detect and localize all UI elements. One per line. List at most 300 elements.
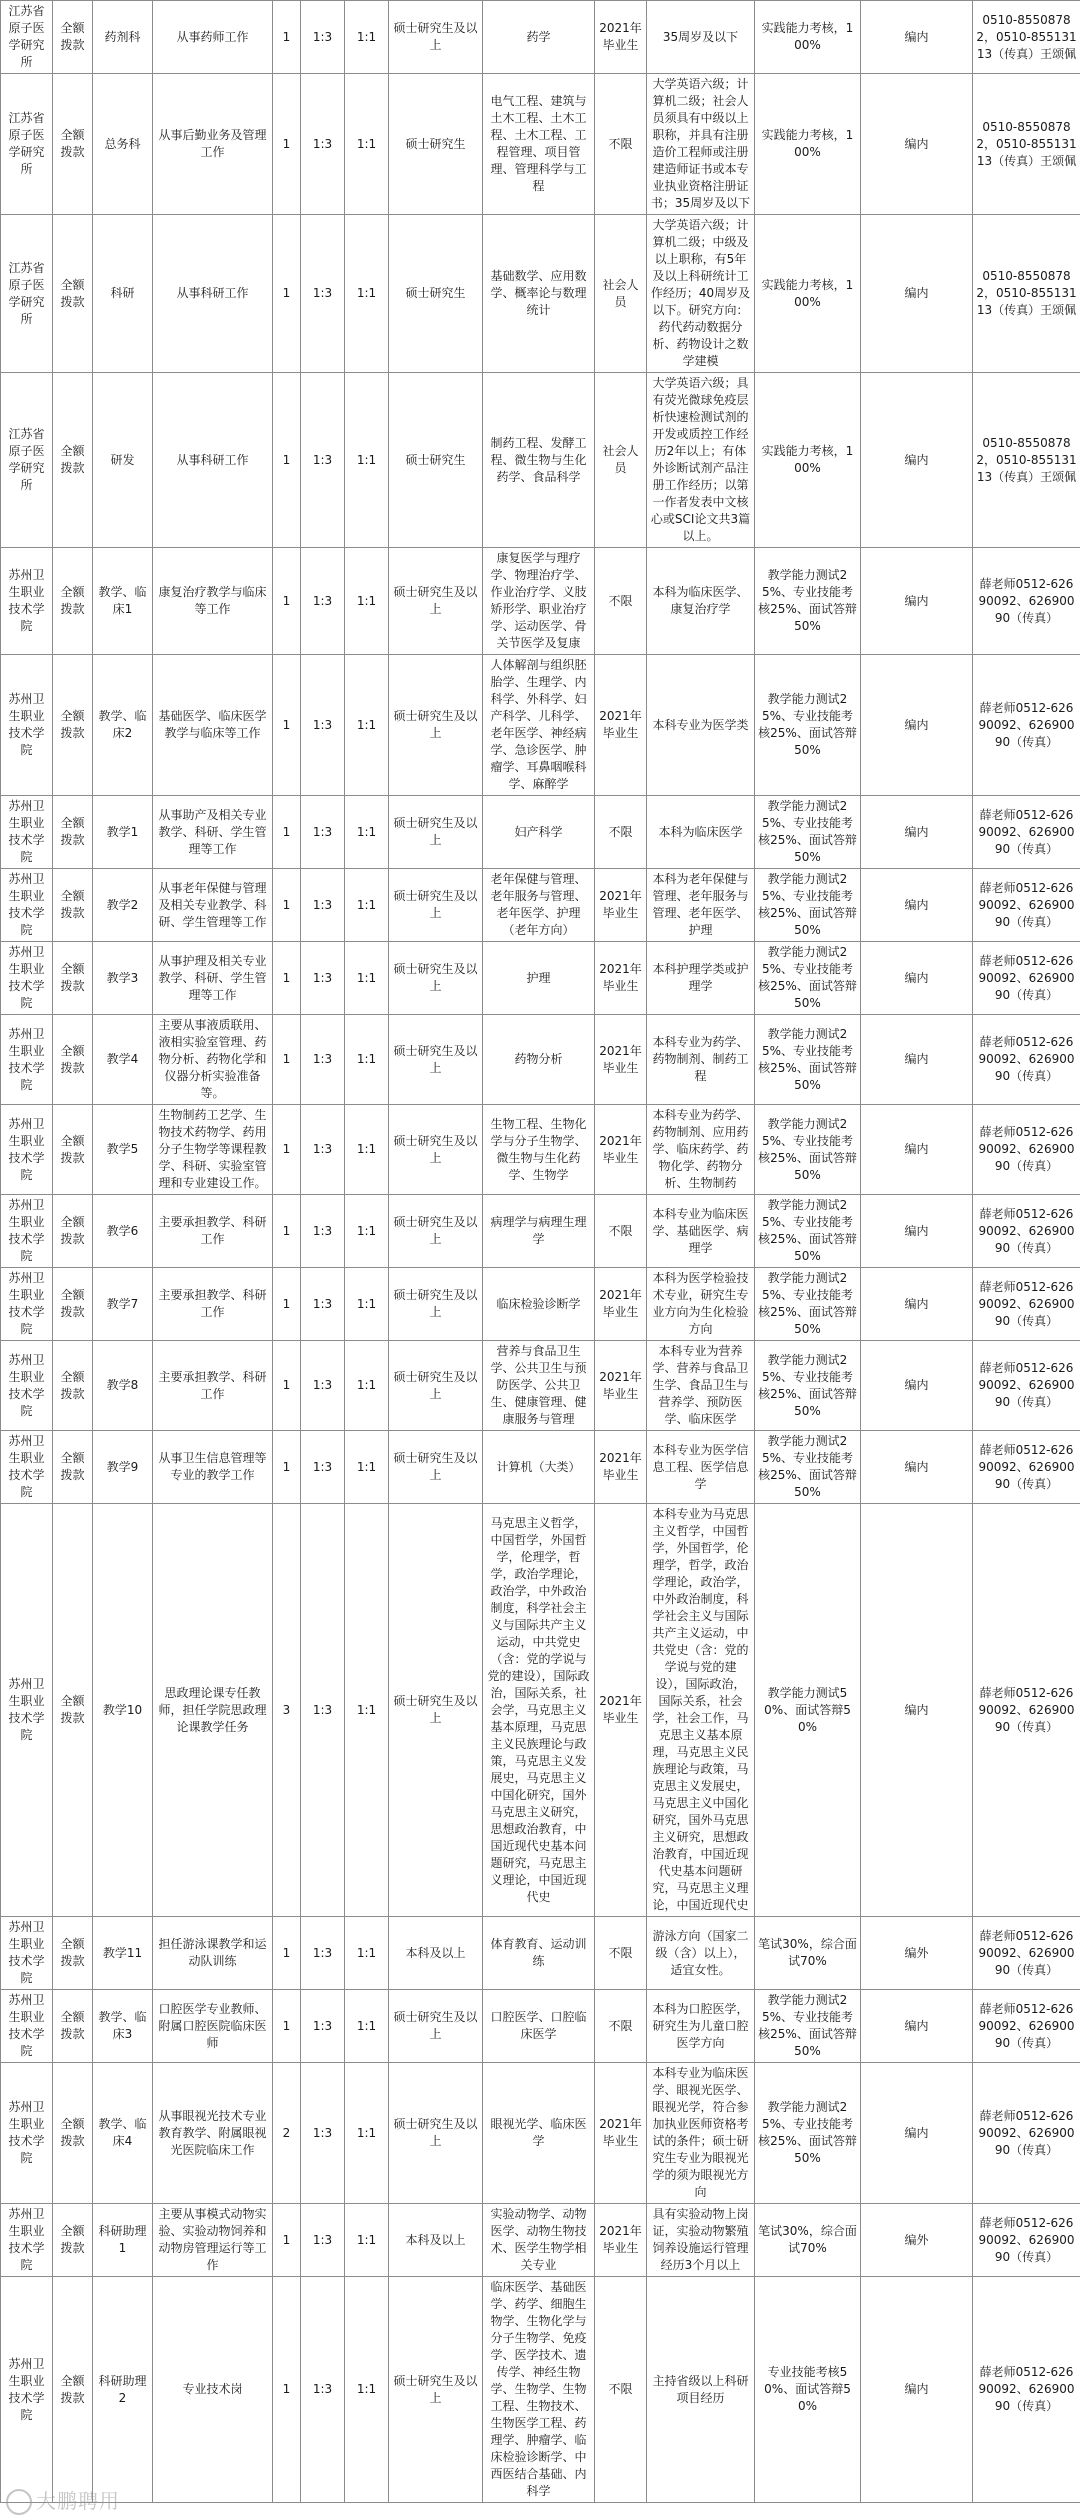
cell-education: 硕士研究生 xyxy=(389,215,483,373)
cell-other-req: 本科护理学类或护理学 xyxy=(647,942,755,1015)
cell-contact: 薛老师0512-62690092、62690090（传真） xyxy=(973,1431,1080,1504)
cell-funding: 全额拨款 xyxy=(53,2063,93,2204)
cell-major: 康复医学与理疗学、物理治疗学、作业治疗学、义肢矫形学、职业治疗学、运动医学、骨关节医学及复康 xyxy=(483,548,595,655)
cell-ratio-hire: 1:1 xyxy=(345,2063,389,2204)
cell-count: 1 xyxy=(273,1917,301,1990)
cell-other-req: 大学英语六级；计算机二级；中级及以上职称，有5年及以上科研统计工作经历；40周岁及以下。研究方向：药代药动数据分析、药物设计之数学建模 xyxy=(647,215,755,373)
cell-dept: 教学4 xyxy=(93,1015,153,1105)
watermark-logo-icon xyxy=(6,2489,32,2515)
cell-ratio-hire: 1:1 xyxy=(345,1341,389,1431)
cell-dept: 教学8 xyxy=(93,1341,153,1431)
cell-count: 1 xyxy=(273,373,301,548)
cell-org: 苏州卫生职业技术学院 xyxy=(1,1990,53,2063)
cell-origin: 2021年毕业生 xyxy=(595,869,647,942)
cell-origin: 2021年毕业生 xyxy=(595,2063,647,2204)
cell-org: 苏州卫生职业技术学院 xyxy=(1,2204,53,2277)
cell-contact: 薛老师0512-62690092、62690090（传真） xyxy=(973,1504,1080,1917)
cell-staff-type: 编内 xyxy=(861,1268,973,1341)
cell-origin: 2021年毕业生 xyxy=(595,1015,647,1105)
cell-staff-type: 编内 xyxy=(861,1195,973,1268)
cell-funding: 全额拨款 xyxy=(53,869,93,942)
cell-dept: 研发 xyxy=(93,373,153,548)
watermark: 大鹏聘用 xyxy=(6,2485,120,2516)
cell-funding: 全额拨款 xyxy=(53,373,93,548)
cell-contact: 薛老师0512-62690092、62690090（传真） xyxy=(973,942,1080,1015)
cell-ratio-exam: 1:3 xyxy=(301,1105,345,1195)
cell-contact: 薛老师0512-62690092、62690090（传真） xyxy=(973,548,1080,655)
table-row xyxy=(1,1195,1080,1268)
cell-origin: 2021年毕业生 xyxy=(595,655,647,796)
cell-ratio-exam: 1:3 xyxy=(301,655,345,796)
cell-exam-method: 笔试30%，综合面试70% xyxy=(755,2204,861,2277)
cell-duty: 思政理论课专任教师，担任学院思政理论课教学任务 xyxy=(153,1504,273,1917)
cell-dept: 教学、临床1 xyxy=(93,548,153,655)
cell-org: 苏州卫生职业技术学院 xyxy=(1,1917,53,1990)
cell-major: 临床医学、基础医学、药学、细胞生物学、生物化学与分子生物学、免疫学、医学技术、遗传学、神经生物学、生物学、生物工程、生物技术、生物医学工程、药理学、肿瘤学、临床检验诊断学、中西医结合基础、内科学 xyxy=(483,2277,595,2503)
cell-dept: 科研助理2 xyxy=(93,2277,153,2503)
cell-major: 马克思主义哲学，中国哲学，外国哲学，伦理学，哲学，政治学理论，政治学，中外政治制度，科学社会主义与国际共产主义运动，中共党史（含：党的学说与党的建设），国际政治，国际关系，社会学，马克思主义基本原理，马克思主义民族理论与政策，马克思主义发展史，马克思主义中国化研究，国外马克思主义研究，思想政治教育，中国近现代史基本问题研究，马克思主义理论，中国近现代史 xyxy=(483,1504,595,1917)
cell-origin: 不限 xyxy=(595,548,647,655)
cell-ratio-exam: 1:3 xyxy=(301,1504,345,1917)
cell-staff-type: 编内 xyxy=(861,869,973,942)
cell-other-req: 本科为临床医学 xyxy=(647,796,755,869)
cell-contact: 薛老师0512-62690092、62690090（传真） xyxy=(973,2204,1080,2277)
cell-ratio-hire: 1:1 xyxy=(345,1990,389,2063)
cell-funding: 全额拨款 xyxy=(53,1341,93,1431)
cell-ratio-hire: 1:1 xyxy=(345,2204,389,2277)
cell-major: 妇产科学 xyxy=(483,796,595,869)
cell-other-req: 本科专业为临床医学、基础医学、病理学 xyxy=(647,1195,755,1268)
cell-ratio-exam: 1:3 xyxy=(301,796,345,869)
cell-origin: 2021年毕业生 xyxy=(595,2204,647,2277)
cell-staff-type: 编内 xyxy=(861,2277,973,2503)
cell-ratio-hire: 1:1 xyxy=(345,1105,389,1195)
cell-contact: 薛老师0512-62690092、62690090（传真） xyxy=(973,2063,1080,2204)
cell-staff-type: 编内 xyxy=(861,1105,973,1195)
cell-contact: 薛老师0512-62690092、62690090（传真） xyxy=(973,1341,1080,1431)
cell-ratio-exam: 1:3 xyxy=(301,2277,345,2503)
cell-exam-method: 教学能力测试25%、专业技能考核25%、面试答辩50% xyxy=(755,548,861,655)
cell-duty: 担任游泳课教学和运动队训练 xyxy=(153,1917,273,1990)
cell-ratio-exam: 1:3 xyxy=(301,1431,345,1504)
cell-staff-type: 编内 xyxy=(861,1341,973,1431)
table-body xyxy=(1,1,1080,2503)
cell-duty: 主要承担教学、科研工作 xyxy=(153,1341,273,1431)
cell-funding: 全额拨款 xyxy=(53,942,93,1015)
cell-contact: 0510-85508782，0510-85513113（传真）王颂佩 xyxy=(973,1,1080,74)
cell-ratio-hire: 1:1 xyxy=(345,74,389,215)
cell-contact: 薛老师0512-62690092、62690090（传真） xyxy=(973,796,1080,869)
cell-funding: 全额拨款 xyxy=(53,1105,93,1195)
cell-ratio-hire: 1:1 xyxy=(345,1504,389,1917)
cell-major: 口腔医学、口腔临床医学 xyxy=(483,1990,595,2063)
cell-major: 护理 xyxy=(483,942,595,1015)
table-row xyxy=(1,1431,1080,1504)
cell-contact: 0510-85508782，0510-85513113（传真）王颂佩 xyxy=(973,373,1080,548)
cell-major: 病理学与病理生理学 xyxy=(483,1195,595,1268)
cell-ratio-exam: 1:3 xyxy=(301,1,345,74)
table-row xyxy=(1,1268,1080,1341)
cell-other-req: 具有实验动物上岗证，实验动物繁殖饲养设施运行管理经历3个月以上 xyxy=(647,2204,755,2277)
cell-major: 体育教育、运动训练 xyxy=(483,1917,595,1990)
cell-contact: 0510-85508782，0510-85513113（传真）王颂佩 xyxy=(973,215,1080,373)
cell-count: 1 xyxy=(273,74,301,215)
cell-dept: 教学10 xyxy=(93,1504,153,1917)
cell-major: 营养与食品卫生学、公共卫生与预防医学、公共卫生、健康管理、健康服务与管理 xyxy=(483,1341,595,1431)
cell-ratio-hire: 1:1 xyxy=(345,869,389,942)
cell-funding: 全额拨款 xyxy=(53,655,93,796)
cell-funding: 全额拨款 xyxy=(53,1,93,74)
cell-origin: 2021年毕业生 xyxy=(595,1341,647,1431)
cell-count: 1 xyxy=(273,1431,301,1504)
cell-duty: 基础医学、临床医学教学与临床等工作 xyxy=(153,655,273,796)
cell-dept: 教学3 xyxy=(93,942,153,1015)
cell-education: 硕士研究生及以上 xyxy=(389,1341,483,1431)
cell-dept: 药剂科 xyxy=(93,1,153,74)
table-row xyxy=(1,942,1080,1015)
cell-other-req: 本科专业为营养学、营养与食品卫生学、食品卫生与营养学、预防医学、临床医学 xyxy=(647,1341,755,1431)
cell-major: 药学 xyxy=(483,1,595,74)
cell-staff-type: 编内 xyxy=(861,1504,973,1917)
cell-staff-type: 编内 xyxy=(861,215,973,373)
cell-ratio-hire: 1:1 xyxy=(345,2277,389,2503)
cell-funding: 全额拨款 xyxy=(53,796,93,869)
cell-origin: 不限 xyxy=(595,2277,647,2503)
cell-exam-method: 教学能力测试25%、专业技能考核25%、面试答辩50% xyxy=(755,942,861,1015)
cell-other-req: 大学英语六级；具有荧光微球免疫层析快速检测试剂的开发或质控工作经历2年以上；有体外诊断试剂产品注册工作经历；以第一作者发表中文核心或SCI论文共3篇以上。 xyxy=(647,373,755,548)
cell-education: 硕士研究生及以上 xyxy=(389,2277,483,2503)
cell-dept: 教学5 xyxy=(93,1105,153,1195)
cell-ratio-exam: 1:3 xyxy=(301,1015,345,1105)
cell-duty: 口腔医学专业教师、附属口腔医院临床医师 xyxy=(153,1990,273,2063)
cell-staff-type: 编内 xyxy=(861,796,973,869)
cell-dept: 教学7 xyxy=(93,1268,153,1341)
table-row xyxy=(1,1917,1080,1990)
cell-origin: 不限 xyxy=(595,1195,647,1268)
cell-major: 实验动物学、动物医学、动物生物技术、医学生物学相关专业 xyxy=(483,2204,595,2277)
cell-contact: 薛老师0512-62690092、62690090（传真） xyxy=(973,1195,1080,1268)
cell-contact: 薛老师0512-62690092、62690090（传真） xyxy=(973,1015,1080,1105)
table-row xyxy=(1,869,1080,942)
cell-count: 1 xyxy=(273,2204,301,2277)
cell-exam-method: 教学能力测试25%、专业技能考核25%、面试答辩50% xyxy=(755,1195,861,1268)
cell-other-req: 本科专业为临床医学、眼视光医学、眼视光学，符合参加执业医师资格考试的条件；硕士研究生专业为眼视光学的须为眼视光方向 xyxy=(647,2063,755,2204)
cell-funding: 全额拨款 xyxy=(53,215,93,373)
cell-contact: 薛老师0512-62690092、62690090（传真） xyxy=(973,1105,1080,1195)
cell-funding: 全额拨款 xyxy=(53,1268,93,1341)
cell-origin: 社会人员 xyxy=(595,215,647,373)
cell-exam-method: 教学能力测试25%、专业技能考核25%、面试答辩50% xyxy=(755,655,861,796)
cell-org: 苏州卫生职业技术学院 xyxy=(1,1504,53,1917)
cell-education: 硕士研究生及以上 xyxy=(389,655,483,796)
cell-education: 硕士研究生 xyxy=(389,373,483,548)
cell-ratio-hire: 1:1 xyxy=(345,373,389,548)
cell-major: 基础数学、应用数学、概率论与数理统计 xyxy=(483,215,595,373)
cell-major: 老年保健与管理、老年服务与管理、老年医学、护理（老年方向） xyxy=(483,869,595,942)
cell-education: 硕士研究生及以上 xyxy=(389,1431,483,1504)
cell-duty: 从事卫生信息管理等专业的教学工作 xyxy=(153,1431,273,1504)
cell-duty: 生物制药工艺学、生物技术药物学、药用分子生物学等课程教学、科研、实验室管理和专业建设工作。 xyxy=(153,1105,273,1195)
cell-staff-type: 编内 xyxy=(861,373,973,548)
cell-duty: 从事老年保健与管理及相关专业教学、科研、学生管理等工作 xyxy=(153,869,273,942)
cell-funding: 全额拨款 xyxy=(53,1504,93,1917)
cell-ratio-hire: 1:1 xyxy=(345,942,389,1015)
cell-other-req: 主持省级以上科研项目经历 xyxy=(647,2277,755,2503)
cell-staff-type: 编内 xyxy=(861,1015,973,1105)
cell-funding: 全额拨款 xyxy=(53,1917,93,1990)
cell-funding: 全额拨款 xyxy=(53,2204,93,2277)
cell-ratio-exam: 1:3 xyxy=(301,869,345,942)
cell-other-req: 本科为医学检验技术专业，研究生专业方向为生化检验方向 xyxy=(647,1268,755,1341)
cell-ratio-hire: 1:1 xyxy=(345,1195,389,1268)
cell-duty: 主要承担教学、科研工作 xyxy=(153,1268,273,1341)
cell-contact: 薛老师0512-62690092、62690090（传真） xyxy=(973,869,1080,942)
cell-major: 药物分析 xyxy=(483,1015,595,1105)
cell-count: 1 xyxy=(273,1268,301,1341)
cell-funding: 全额拨款 xyxy=(53,1431,93,1504)
cell-funding: 全额拨款 xyxy=(53,74,93,215)
cell-count: 1 xyxy=(273,1990,301,2063)
cell-ratio-exam: 1:3 xyxy=(301,1917,345,1990)
cell-education: 硕士研究生及以上 xyxy=(389,1015,483,1105)
cell-staff-type: 编内 xyxy=(861,1431,973,1504)
cell-exam-method: 教学能力测试50%、面试答辩50% xyxy=(755,1504,861,1917)
cell-count: 1 xyxy=(273,2277,301,2503)
cell-dept: 科研助理1 xyxy=(93,2204,153,2277)
cell-dept: 教学、临床2 xyxy=(93,655,153,796)
cell-funding: 全额拨款 xyxy=(53,1990,93,2063)
cell-origin: 不限 xyxy=(595,74,647,215)
cell-ratio-hire: 1:1 xyxy=(345,215,389,373)
cell-duty: 专业技术岗 xyxy=(153,2277,273,2503)
table-row xyxy=(1,796,1080,869)
cell-origin: 2021年毕业生 xyxy=(595,1268,647,1341)
cell-org: 江苏省原子医学研究所 xyxy=(1,74,53,215)
cell-exam-method: 教学能力测试25%、专业技能考核25%、面试答辩50% xyxy=(755,796,861,869)
cell-ratio-hire: 1:1 xyxy=(345,1431,389,1504)
cell-origin: 不限 xyxy=(595,796,647,869)
cell-other-req: 本科专业为医学类 xyxy=(647,655,755,796)
cell-other-req: 本科专业为药学、药物制剂、制药工程 xyxy=(647,1015,755,1105)
cell-ratio-exam: 1:3 xyxy=(301,1990,345,2063)
cell-org: 苏州卫生职业技术学院 xyxy=(1,1015,53,1105)
cell-exam-method: 教学能力测试25%、专业技能考核25%、面试答辩50% xyxy=(755,869,861,942)
cell-exam-method: 教学能力测试25%、专业技能考核25%、面试答辩50% xyxy=(755,2063,861,2204)
cell-funding: 全额拨款 xyxy=(53,2277,93,2503)
cell-ratio-exam: 1:3 xyxy=(301,942,345,1015)
cell-duty: 从事科研工作 xyxy=(153,373,273,548)
table-row xyxy=(1,2063,1080,2204)
cell-ratio-exam: 1:3 xyxy=(301,1341,345,1431)
cell-ratio-hire: 1:1 xyxy=(345,655,389,796)
cell-duty: 从事眼视光技术专业教育教学、附属眼视光医院临床工作 xyxy=(153,2063,273,2204)
cell-education: 本科及以上 xyxy=(389,2204,483,2277)
cell-ratio-exam: 1:3 xyxy=(301,74,345,215)
cell-org: 苏州卫生职业技术学院 xyxy=(1,1195,53,1268)
cell-count: 1 xyxy=(273,655,301,796)
cell-other-req: 本科专业为医学信息工程、医学信息学 xyxy=(647,1431,755,1504)
table-row xyxy=(1,655,1080,796)
cell-duty: 从事后勤业务及管理工作 xyxy=(153,74,273,215)
cell-staff-type: 编内 xyxy=(861,548,973,655)
table-row xyxy=(1,1504,1080,1917)
cell-dept: 教学6 xyxy=(93,1195,153,1268)
cell-education: 硕士研究生及以上 xyxy=(389,1105,483,1195)
cell-org: 苏州卫生职业技术学院 xyxy=(1,942,53,1015)
cell-other-req: 大学英语六级；计算机二级；社会人员须具有中级以上职称，并具有注册造价工程师或注册建造师证书或本专业执业资格注册证书；35周岁及以下 xyxy=(647,74,755,215)
cell-dept: 教学2 xyxy=(93,869,153,942)
cell-exam-method: 教学能力测试25%、专业技能考核25%、面试答辩50% xyxy=(755,1105,861,1195)
cell-count: 1 xyxy=(273,796,301,869)
cell-other-req: 本科为口腔医学，研究生为儿童口腔医学方向 xyxy=(647,1990,755,2063)
cell-other-req: 本科专业为药学、药物制剂、应用药学、临床药学、药物化学、药物分析、生物制药 xyxy=(647,1105,755,1195)
cell-count: 1 xyxy=(273,1195,301,1268)
cell-education: 本科及以上 xyxy=(389,1917,483,1990)
cell-education: 硕士研究生及以上 xyxy=(389,796,483,869)
cell-ratio-exam: 1:3 xyxy=(301,1195,345,1268)
cell-education: 硕士研究生及以上 xyxy=(389,1268,483,1341)
cell-duty: 从事科研工作 xyxy=(153,215,273,373)
cell-duty: 从事护理及相关专业教学、科研、学生管理等工作 xyxy=(153,942,273,1015)
table-row xyxy=(1,74,1080,215)
cell-contact: 薛老师0512-62690092、62690090（传真） xyxy=(973,1268,1080,1341)
cell-org: 苏州卫生职业技术学院 xyxy=(1,1341,53,1431)
table-row xyxy=(1,1105,1080,1195)
cell-education: 硕士研究生 xyxy=(389,74,483,215)
cell-duty: 主要承担教学、科研工作 xyxy=(153,1195,273,1268)
cell-count: 1 xyxy=(273,1015,301,1105)
cell-education: 硕士研究生及以上 xyxy=(389,1,483,74)
cell-education: 硕士研究生及以上 xyxy=(389,942,483,1015)
cell-education: 硕士研究生及以上 xyxy=(389,548,483,655)
cell-education: 硕士研究生及以上 xyxy=(389,1195,483,1268)
cell-org: 苏州卫生职业技术学院 xyxy=(1,1105,53,1195)
cell-exam-method: 教学能力测试25%、专业技能考核25%、面试答辩50% xyxy=(755,1268,861,1341)
cell-org: 江苏省原子医学研究所 xyxy=(1,215,53,373)
cell-major: 人体解剖与组织胚胎学、生理学、内科学、外科学、妇产科学、儿科学、老年医学、神经病学、急诊医学、肿瘤学、耳鼻咽喉科学、麻醉学 xyxy=(483,655,595,796)
cell-org: 苏州卫生职业技术学院 xyxy=(1,1431,53,1504)
cell-education: 硕士研究生及以上 xyxy=(389,1990,483,2063)
cell-org: 苏州卫生职业技术学院 xyxy=(1,2063,53,2204)
table-row xyxy=(1,1990,1080,2063)
cell-org: 苏州卫生职业技术学院 xyxy=(1,2277,53,2503)
cell-staff-type: 编内 xyxy=(861,2063,973,2204)
cell-duty: 从事药师工作 xyxy=(153,1,273,74)
cell-exam-method: 笔试30%，综合面试70% xyxy=(755,1917,861,1990)
table-row xyxy=(1,2277,1080,2503)
cell-major: 眼视光学、临床医学 xyxy=(483,2063,595,2204)
cell-duty: 主要从事模式动物实验、实验动物饲养和动物房管理运行等工作 xyxy=(153,2204,273,2277)
cell-origin: 2021年毕业生 xyxy=(595,1431,647,1504)
cell-org: 苏州卫生职业技术学院 xyxy=(1,869,53,942)
cell-exam-method: 专业技能考核50%、面试答辩50% xyxy=(755,2277,861,2503)
cell-dept: 总务科 xyxy=(93,74,153,215)
cell-count: 1 xyxy=(273,1341,301,1431)
cell-count: 3 xyxy=(273,1504,301,1917)
cell-exam-method: 教学能力测试25%、专业技能考核25%、面试答辩50% xyxy=(755,1431,861,1504)
table-row xyxy=(1,2204,1080,2277)
cell-exam-method: 教学能力测试25%、专业技能考核25%、面试答辩50% xyxy=(755,1990,861,2063)
cell-staff-type: 编内 xyxy=(861,1,973,74)
cell-funding: 全额拨款 xyxy=(53,1195,93,1268)
cell-origin: 2021年毕业生 xyxy=(595,1105,647,1195)
cell-exam-method: 实践能力考核，100% xyxy=(755,373,861,548)
cell-origin: 2021年毕业生 xyxy=(595,1504,647,1917)
cell-duty: 康复治疗教学与临床等工作 xyxy=(153,548,273,655)
cell-count: 1 xyxy=(273,942,301,1015)
cell-contact: 0510-85508782，0510-85513113（传真）王颂佩 xyxy=(973,74,1080,215)
cell-major: 生物工程、生物化学与分子生物学、微生物与生化药学、生物学 xyxy=(483,1105,595,1195)
cell-duty: 从事助产及相关专业教学、科研、学生管理等工作 xyxy=(153,796,273,869)
cell-ratio-exam: 1:3 xyxy=(301,215,345,373)
cell-dept: 教学、临床3 xyxy=(93,1990,153,2063)
cell-major: 临床检验诊断学 xyxy=(483,1268,595,1341)
cell-ratio-hire: 1:1 xyxy=(345,1917,389,1990)
cell-funding: 全额拨款 xyxy=(53,1015,93,1105)
cell-education: 硕士研究生及以上 xyxy=(389,1504,483,1917)
cell-org: 苏州卫生职业技术学院 xyxy=(1,1268,53,1341)
cell-origin: 不限 xyxy=(595,1917,647,1990)
cell-org: 苏州卫生职业技术学院 xyxy=(1,548,53,655)
cell-ratio-exam: 1:3 xyxy=(301,1268,345,1341)
cell-contact: 薛老师0512-62690092、62690090（传真） xyxy=(973,2277,1080,2503)
cell-other-req: 本科专业为马克思主义哲学，中国哲学，外国哲学，伦理学，哲学，政治学理论，政治学，中外政治制度，科学社会主义与国际共产主义运动，中共党史（含：党的学说与党的建设），国际政治，国际关系，社会学，社会工作，马克思主义基本原理，马克思主义民族理论与政策，马克思主义发展史，马克思主义中国化研究，国外马克思主义研究，思想政治教育，中国近现代史基本问题研究，马克思主义理论，中国近现代史 xyxy=(647,1504,755,1917)
cell-org: 江苏省原子医学研究所 xyxy=(1,1,53,74)
cell-funding: 全额拨款 xyxy=(53,548,93,655)
cell-dept: 科研 xyxy=(93,215,153,373)
cell-count: 1 xyxy=(273,548,301,655)
cell-education: 硕士研究生及以上 xyxy=(389,869,483,942)
cell-ratio-hire: 1:1 xyxy=(345,1268,389,1341)
cell-contact: 薛老师0512-62690092、62690090（传真） xyxy=(973,1990,1080,2063)
cell-exam-method: 教学能力测试25%、专业技能考核25%、面试答辩50% xyxy=(755,1015,861,1105)
cell-count: 1 xyxy=(273,1,301,74)
cell-ratio-hire: 1:1 xyxy=(345,548,389,655)
table-row xyxy=(1,1341,1080,1431)
cell-ratio-hire: 1:1 xyxy=(345,1,389,74)
cell-org: 苏州卫生职业技术学院 xyxy=(1,796,53,869)
cell-exam-method: 教学能力测试25%、专业技能考核25%、面试答辩50% xyxy=(755,1341,861,1431)
cell-origin: 2021年毕业生 xyxy=(595,942,647,1015)
table-row xyxy=(1,215,1080,373)
cell-dept: 教学11 xyxy=(93,1917,153,1990)
cell-staff-type: 编内 xyxy=(861,942,973,1015)
cell-dept: 教学9 xyxy=(93,1431,153,1504)
cell-dept: 教学1 xyxy=(93,796,153,869)
cell-staff-type: 编外 xyxy=(861,1917,973,1990)
cell-dept: 教学、临床4 xyxy=(93,2063,153,2204)
cell-other-req: 35周岁及以下 xyxy=(647,1,755,74)
table-row xyxy=(1,548,1080,655)
cell-ratio-exam: 1:3 xyxy=(301,548,345,655)
cell-staff-type: 编内 xyxy=(861,1990,973,2063)
table-row xyxy=(1,1015,1080,1105)
cell-major: 计算机（大类） xyxy=(483,1431,595,1504)
cell-other-req: 本科为老年保健与管理、老年服务与管理、老年医学、护理 xyxy=(647,869,755,942)
cell-count: 1 xyxy=(273,215,301,373)
table-row xyxy=(1,373,1080,548)
cell-contact: 薛老师0512-62690092、62690090（传真） xyxy=(973,655,1080,796)
cell-org: 江苏省原子医学研究所 xyxy=(1,373,53,548)
cell-origin: 不限 xyxy=(595,1990,647,2063)
table-row xyxy=(1,1,1080,74)
cell-major: 电气工程、建筑与土木工程、土木工程、土木工程、工程管理、项目管理、管理科学与工程 xyxy=(483,74,595,215)
cell-other-req: 本科为临床医学、康复治疗学 xyxy=(647,548,755,655)
cell-ratio-exam: 1:3 xyxy=(301,2204,345,2277)
cell-origin: 2021年毕业生 xyxy=(595,1,647,74)
cell-ratio-exam: 1:3 xyxy=(301,2063,345,2204)
cell-other-req: 游泳方向（国家二级（含）以上），适宜女性。 xyxy=(647,1917,755,1990)
